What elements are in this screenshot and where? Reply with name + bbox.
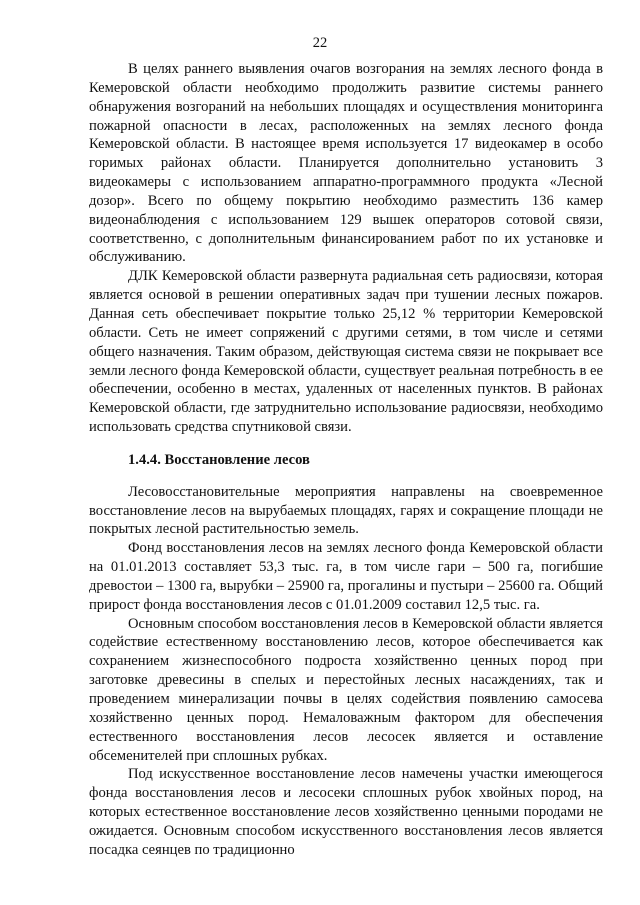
paragraph-radio-network: ДЛК Кемеровской области развернута радиальная сеть радиосвязи, которая является основой в решении оперативных задач при тушении лесных пожаров. Данная сеть обеспечивает покрытие только 25,12 % территории Кемеровской области. Сеть не имеет сопряжений с другими сетями, в том числе и сетями общего назначения. Таким образом, действующая система связи не покрывает все земли лесного фонда Кемеровской области, существует реальная потребность в ее обеспечении, особенно в местах, удаленных от населенных пунктов. В районах Кемеровской области, где затруднительно использование радиосвязи, необходимо использовать средства спутниковой связи. [89, 268, 603, 436]
paragraph-artificial-regeneration: Под искусственное восстановление лесов намечены участки имеющегося фонда восстановления лесов и лесосеки сплошных рубок хвойных пород, на которых естественное восстановление лесов хозяйственно ценными породами не ожидается. Основным способом искусственного восстановления лесов является посадка сеянцев по традиционно [89, 766, 603, 858]
page-number: 22 [312, 35, 328, 51]
page-content [89, 60, 603, 860]
paragraph-natural-regeneration: Основным способом восстановления лесов в Кемеровской области является содействие естественному восстановлению лесов, которое обеспечивается как сохранением жизнеспособного подроста хозяйственно ценных пород при заготовке древесины в спелых и перестойных лесных насаждениях, так и проведением минерализации почвы в целях содействия появлению самосева хозяйственно ценных пород. Немаловажным фактором для обеспечения естественного восстановления лесов лесосек является и оставление обсеменителей при сплошных рубках. [89, 615, 603, 764]
paragraph-reforestation-fund: Фонд восстановления лесов на землях лесного фонда Кемеровской области на 01.01.2013 составляет 53,3 тыс. га, в том числе гари – 500 га, погибшие древостои – 1300 га, вырубки – 25900 га, прогалины и пустыри – 25600 га. Общий прирост фонда восстановления лесов с 01.01.2009 составил 12,5 тыс. га. [89, 540, 603, 613]
paragraph-early-fire-detection: В целях раннего выявления очагов возгорания на землях лесного фонда в Кемеровской области необходимо продолжить развитие системы раннего обнаружения возгораний на небольших площадях и осуществления мониторинга пожарной опасности в лесах, расположенных на землях лесного фонда Кемеровской области. В настоящее время используется 17 видеокамер в особо горимых районах области. Планируется дополнительно установить 3 видеокамеры с использованием аппаратно-программного продукта «Лесной дозор». Всего по общему покрытию необходимо разместить 136 камер видеонаблюдения с использованием 129 вышек операторов сотовой связи, соответственно, с дополнительным финансированием работ по их установке и обслуживанию. [89, 61, 603, 266]
paragraph-reforestation-measures: Лесовосстановительные мероприятия направлены на своевременное восстановление лесов на вырубаемых площадях, гарях и сокращение площади не покрытых лесной растительностью земель. [89, 483, 603, 538]
section-heading: 1.4.4. Восстановление лесов [128, 451, 310, 468]
